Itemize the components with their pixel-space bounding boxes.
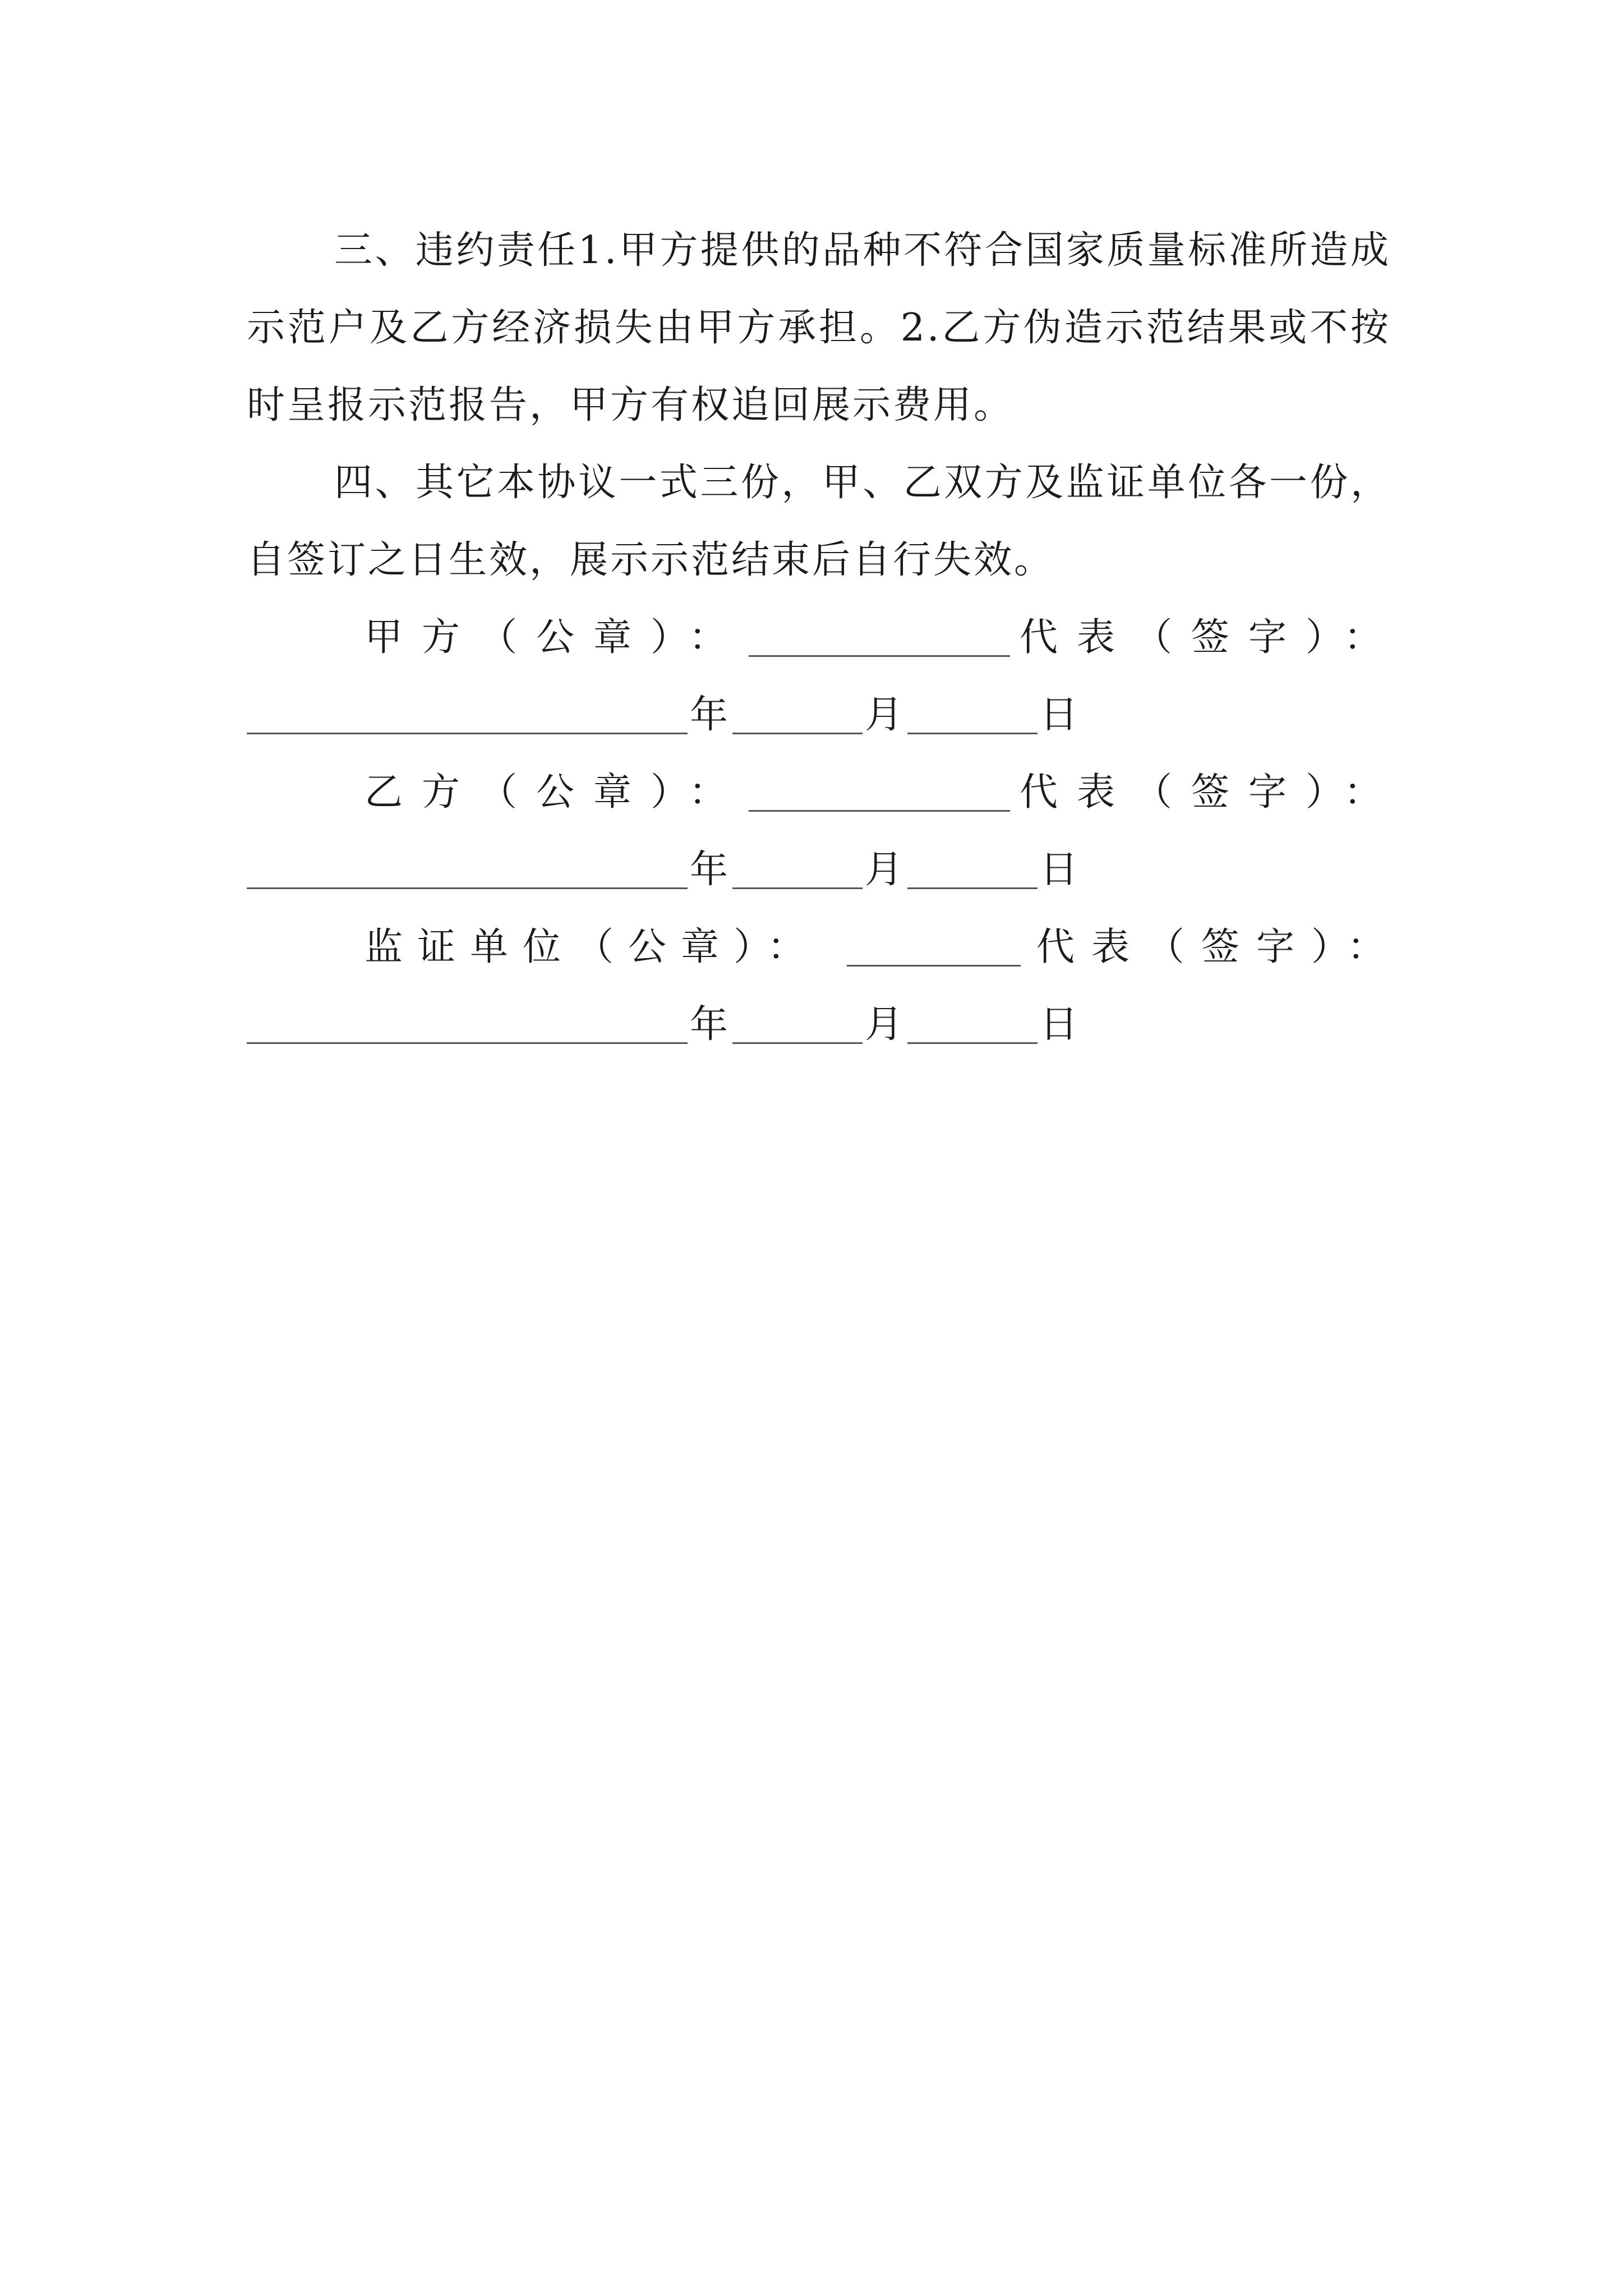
party-a-signature-line — [247, 599, 1401, 677]
supervisor-day-blank[interactable] — [907, 986, 1038, 1044]
party-b-day-label: 日 — [1040, 848, 1078, 892]
party-b-day-blank[interactable] — [907, 831, 1038, 889]
party-a-month-blank[interactable] — [732, 677, 863, 734]
party-a-year-label: 年 — [690, 693, 728, 737]
clause-other: 四、其它本协议一式三份，甲、乙双方及监证单位各一份，自签订之日生效，展示示范结束后自行失效。 — [247, 461, 1391, 582]
party-b-month-blank[interactable] — [732, 831, 863, 889]
party-a-date-line — [247, 677, 1391, 754]
party-b-rep-signature-blank[interactable] — [247, 831, 688, 889]
supervisor-rep-label: 代表（签字）： — [1036, 925, 1403, 969]
supervisor-signature-line — [247, 909, 1403, 986]
party-b-signature-line — [247, 754, 1401, 831]
party-b-label: 乙方（公章）： — [365, 770, 746, 815]
party-b-month-label: 月 — [865, 848, 903, 892]
supervisor-date-line — [247, 986, 1391, 1064]
supervisor-month-label: 月 — [865, 1002, 903, 1047]
party-b-year-label: 年 — [690, 848, 728, 892]
supervisor-rep-signature-blank[interactable] — [247, 986, 688, 1044]
party-b-rep-label: 代表（签字）： — [1020, 770, 1401, 815]
supervisor-day-label: 日 — [1040, 1002, 1078, 1047]
party-b-date-line — [247, 831, 1391, 909]
party-a-seal-blank[interactable] — [749, 599, 1010, 657]
supervisor-month-blank[interactable] — [732, 986, 863, 1044]
party-a-rep-label: 代表（签字）： — [1020, 615, 1401, 660]
supervisor-seal-blank[interactable] — [847, 909, 1021, 967]
party-a-day-label: 日 — [1040, 693, 1078, 737]
clause-breach-liability: 三、违约责任1.甲方提供的品种不符合国家质量标准所造成示范户及乙方经济损失由甲方承担。2.乙方伪造示范结果或不按时呈报示范报告，甲方有权追回展示费用。 — [247, 228, 1391, 427]
supervisor-label: 监证单位（公章）： — [365, 925, 820, 969]
party-b-seal-blank[interactable] — [749, 754, 1010, 812]
party-a-day-blank[interactable] — [907, 677, 1038, 734]
party-a-label: 甲方（公章）： — [365, 615, 746, 660]
supervisor-year-label: 年 — [690, 1002, 728, 1047]
party-a-rep-signature-blank[interactable] — [247, 677, 688, 734]
document-body — [247, 212, 1403, 1064]
party-a-month-label: 月 — [865, 693, 903, 737]
